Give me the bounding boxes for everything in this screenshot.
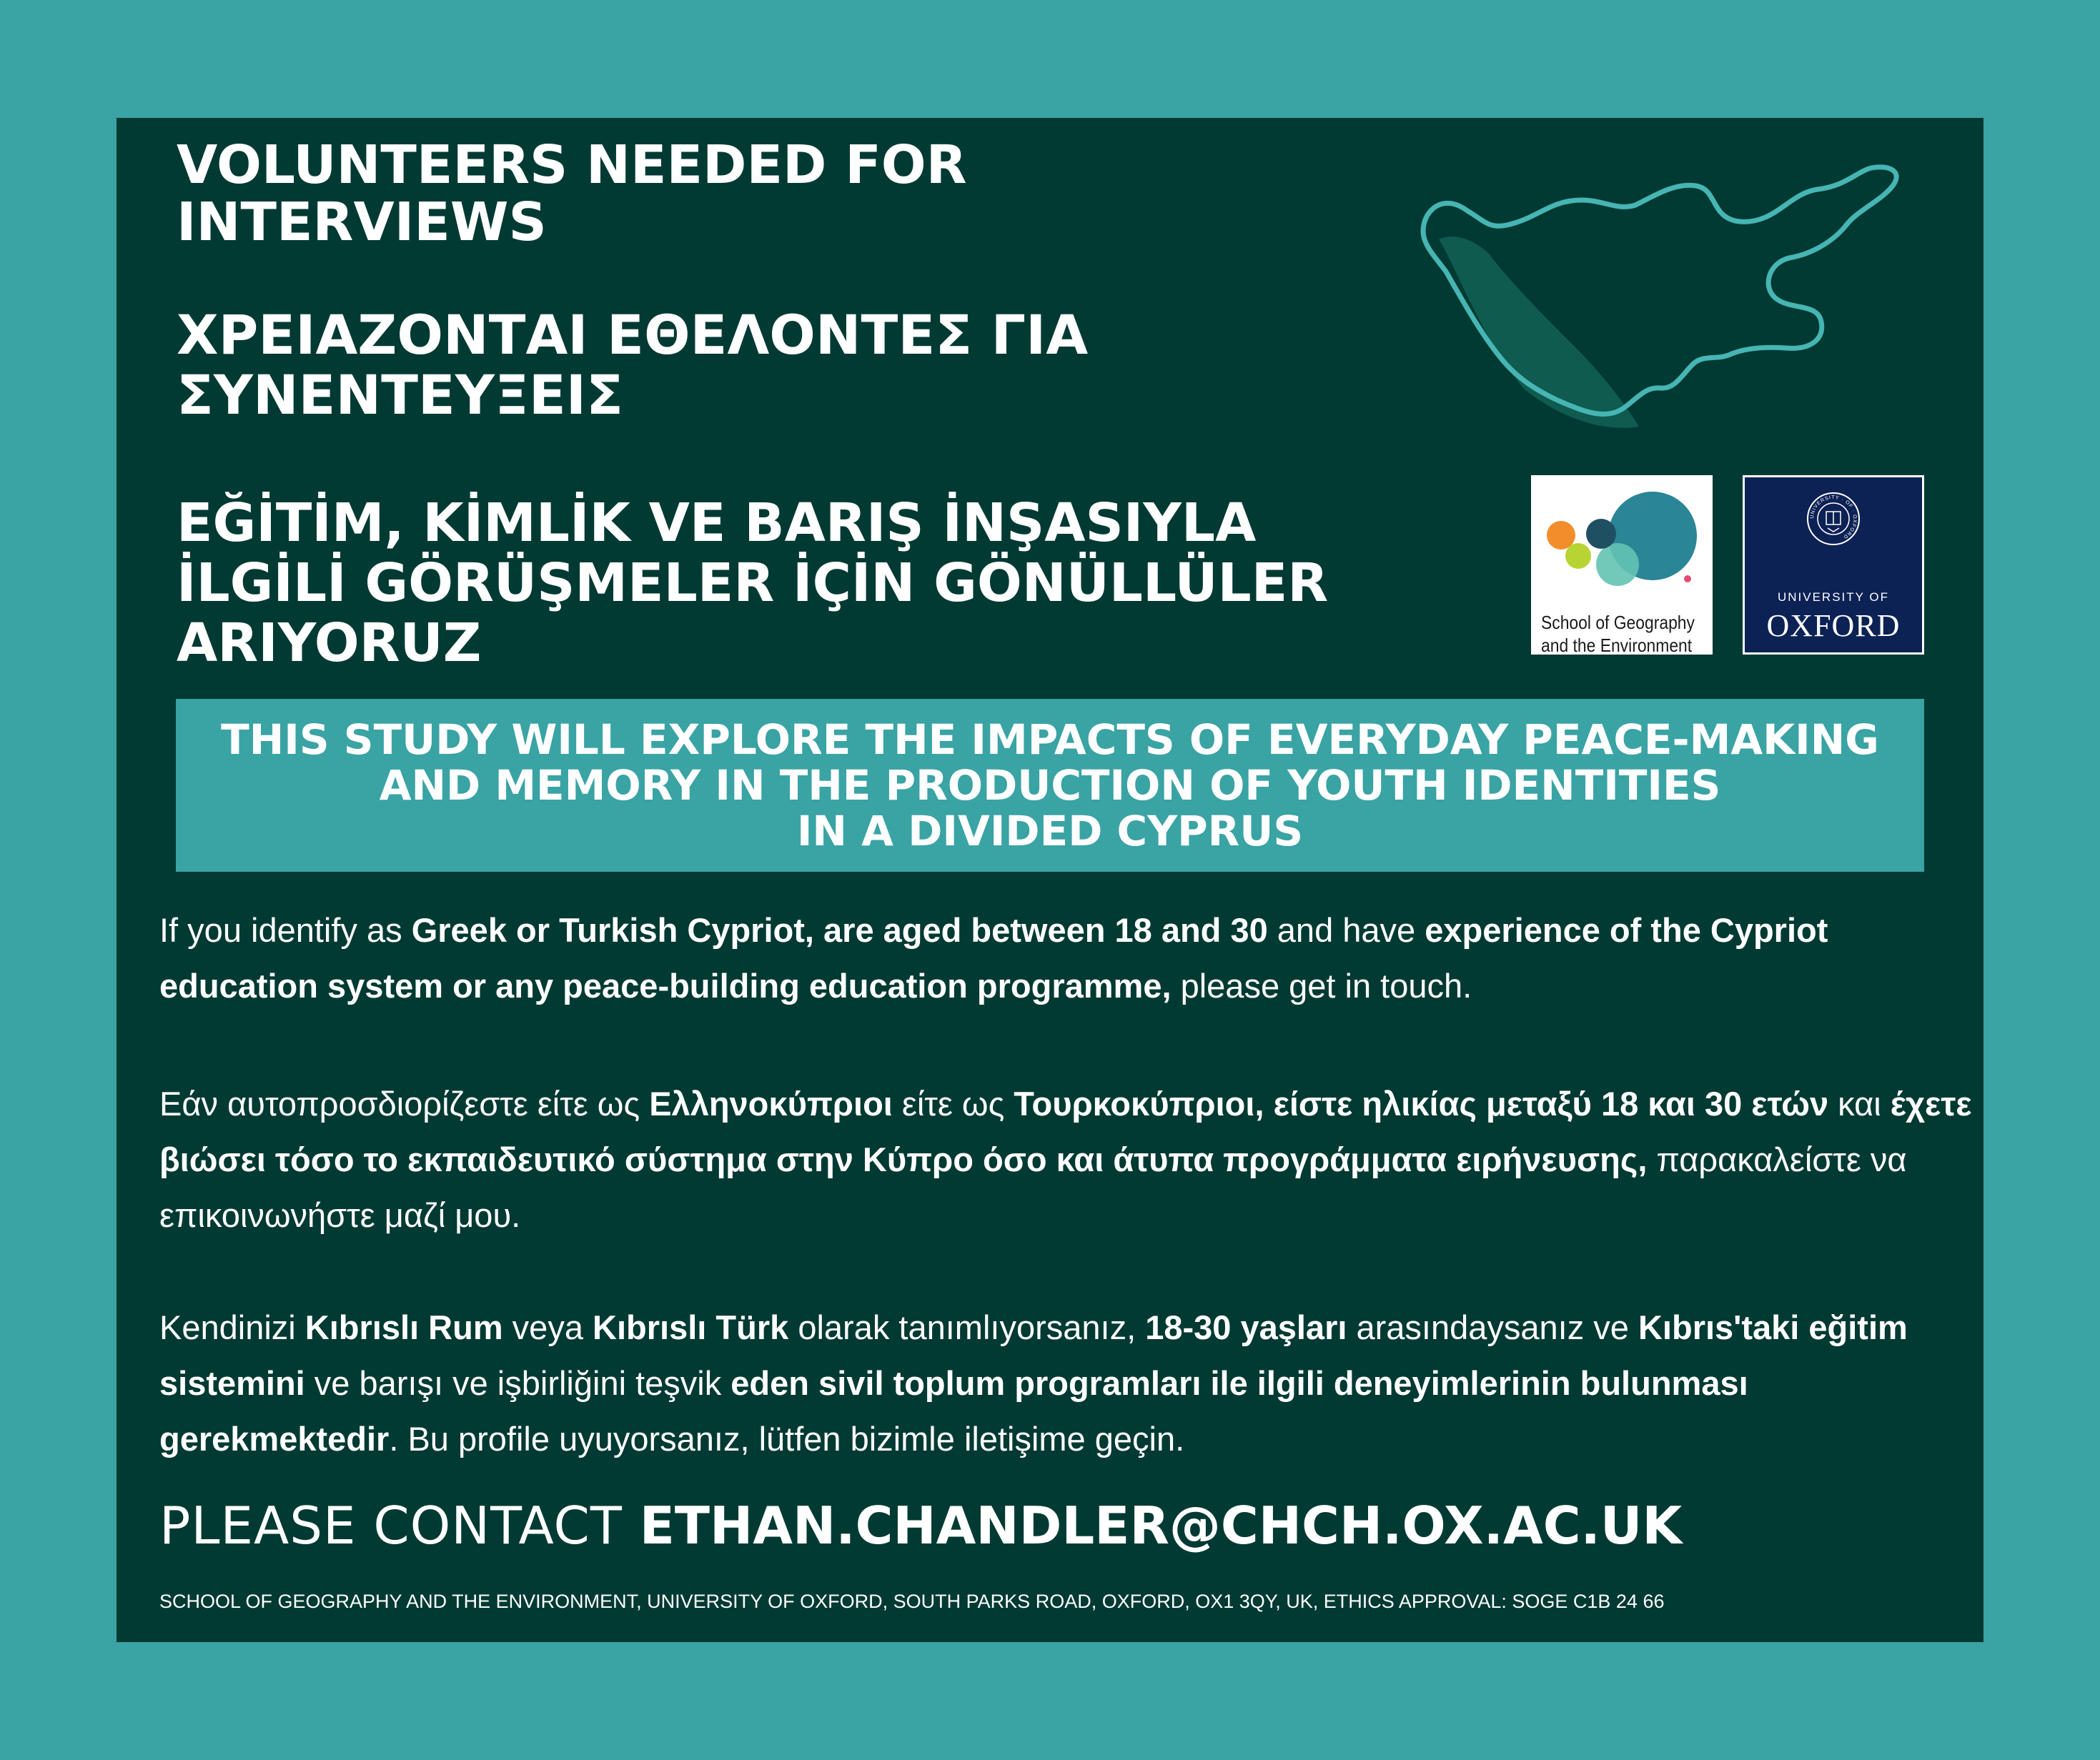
cyprus-map-icon — [1389, 161, 1932, 447]
greek-text: είτε ως — [892, 1085, 1014, 1123]
school-of-geography-logo — [1531, 475, 1713, 655]
title-english — [177, 136, 1106, 251]
greek-text: και — [1828, 1085, 1891, 1123]
turkish-text: veya — [502, 1308, 593, 1346]
turkish-text: . Bu profile uyuyorsanız, lütfen bizimle iletişime geçin. — [389, 1420, 1185, 1458]
english-text: please get in touch. — [1171, 967, 1472, 1005]
university-of-oxford-logo — [1743, 475, 1924, 655]
contact-email: ETHAN.CHANDLER@CHCH.OX.AC.UK — [639, 1496, 1683, 1556]
geography-dot-navy — [1586, 519, 1616, 549]
oxford-crest-icon — [1805, 490, 1862, 547]
eligibility-english — [159, 903, 1989, 1014]
banner-line2: AND MEMORY IN THE PRODUCTION OF YOUTH IDENTITIES — [379, 761, 1721, 810]
title-turkish-line2: İLGİLİ GÖRÜŞMELER İÇİN GÖNÜLLÜLER — [177, 552, 1329, 614]
turkish-bold: eden sivil toplum programları ile ilgili deneyimlerinin bulunması gerekmektedir — [159, 1364, 1748, 1458]
turkish-text: Kendinizi — [159, 1308, 305, 1346]
banner-line3: IN A DIVIDED CYPRUS — [796, 807, 1304, 855]
poster-panel — [117, 118, 1983, 1642]
contact-line — [159, 1493, 1682, 1558]
eligibility-greek — [159, 1076, 1989, 1243]
title-greek — [177, 305, 1177, 425]
study-banner-text — [185, 717, 1915, 854]
greek-text: παρακαλείστε να επικοινωνήστε μαζί μου. — [159, 1140, 1907, 1234]
greek-bold: έχετε βιώσει τόσο το εκπαιδευτικό σύστημα στην Κύπρο όσο και άτυπα προγράμματα ειρήνευσης, — [159, 1085, 1972, 1178]
title-turkish — [177, 493, 1463, 673]
title-greek-line2: ΣΥΝΕΝΤΕΥΞΕΙΣ — [177, 363, 623, 427]
turkish-bold: 18-30 yaşları — [1145, 1308, 1347, 1346]
oxford-seal-text: UNIVERSITY · OF · OXFORD — [1809, 494, 1858, 540]
title-greek-line1: ΧΡΕΙΑΖΟΝΤΑΙ ΕΘΕΛΟΝΤΕΣ ΓΙΑ — [177, 303, 1089, 367]
title-english-line1: VOLUNTEERS NEEDED FOR — [177, 134, 967, 196]
title-turkish-line3: ARIYORUZ — [177, 612, 482, 674]
eligibility-turkish — [159, 1300, 1989, 1467]
study-banner — [176, 699, 1924, 872]
title-turkish-line1: EĞİTİM, KİMLİK VE BARIŞ İNŞASIYLA — [177, 492, 1257, 554]
english-text: If you identify as — [159, 911, 412, 949]
turkish-bold: Kıbrıs'taki eğitim sistemini — [159, 1308, 1908, 1402]
english-bold: experience of the Cypriot education system or any peace-building education programme, — [159, 911, 1828, 1005]
turkish-text: arasındaysanız ve — [1347, 1308, 1638, 1346]
turkish-text: ve barışı ve işbirliğini teşvik — [304, 1364, 731, 1402]
footer-address: SCHOOL OF GEOGRAPHY AND THE ENVIRONMENT, UNIVERSITY OF OXFORD, SOUTH PARKS ROAD, OXFORD, OX1 3QY, UK, ETHICS APPROVAL: SOGE C1B 24 66 — [159, 1591, 1665, 1612]
geography-logo-line1: School of Geography — [1541, 612, 1695, 633]
contact-label: PLEASE CONTACT — [159, 1496, 640, 1556]
english-bold: Greek or Turkish Cypriot, are aged between 18 and 30 — [411, 911, 1268, 949]
english-text: and have — [1267, 911, 1425, 949]
geography-dot-green — [1565, 543, 1591, 569]
title-english-line2: INTERVIEWS — [177, 192, 547, 253]
turkish-bold: Kıbrıslı Rum — [304, 1308, 503, 1346]
geography-dot-teal — [1596, 543, 1639, 586]
banner-line1: THIS STUDY WILL EXPLORE THE IMPACTS OF EVERYDAY PEACE-MAKING — [221, 715, 1879, 764]
oxford-logo-wordmark: OXFORD — [1766, 608, 1901, 643]
geography-logo-line2: and the Environment — [1541, 635, 1693, 656]
geography-dots-icon — [1531, 475, 1713, 604]
greek-bold: Τουρκοκύπριοι, είστε ηλικίας μεταξύ 18 και 30 ετών — [1014, 1085, 1829, 1123]
geography-logo-text — [1541, 611, 1695, 657]
turkish-bold: Kıbrıslı Türk — [593, 1308, 789, 1346]
greek-text: Εάν αυτοπροσδιορίζεστε είτε ως — [159, 1085, 650, 1123]
geography-dot-pink — [1684, 575, 1691, 582]
turkish-text: olarak tanımlıyorsanız, — [788, 1308, 1146, 1346]
geography-dot-orange — [1547, 521, 1575, 550]
greek-bold: Ελληνοκύπριοι — [649, 1085, 893, 1123]
oxford-logo-university-of: UNIVERSITY OF — [1777, 590, 1890, 604]
